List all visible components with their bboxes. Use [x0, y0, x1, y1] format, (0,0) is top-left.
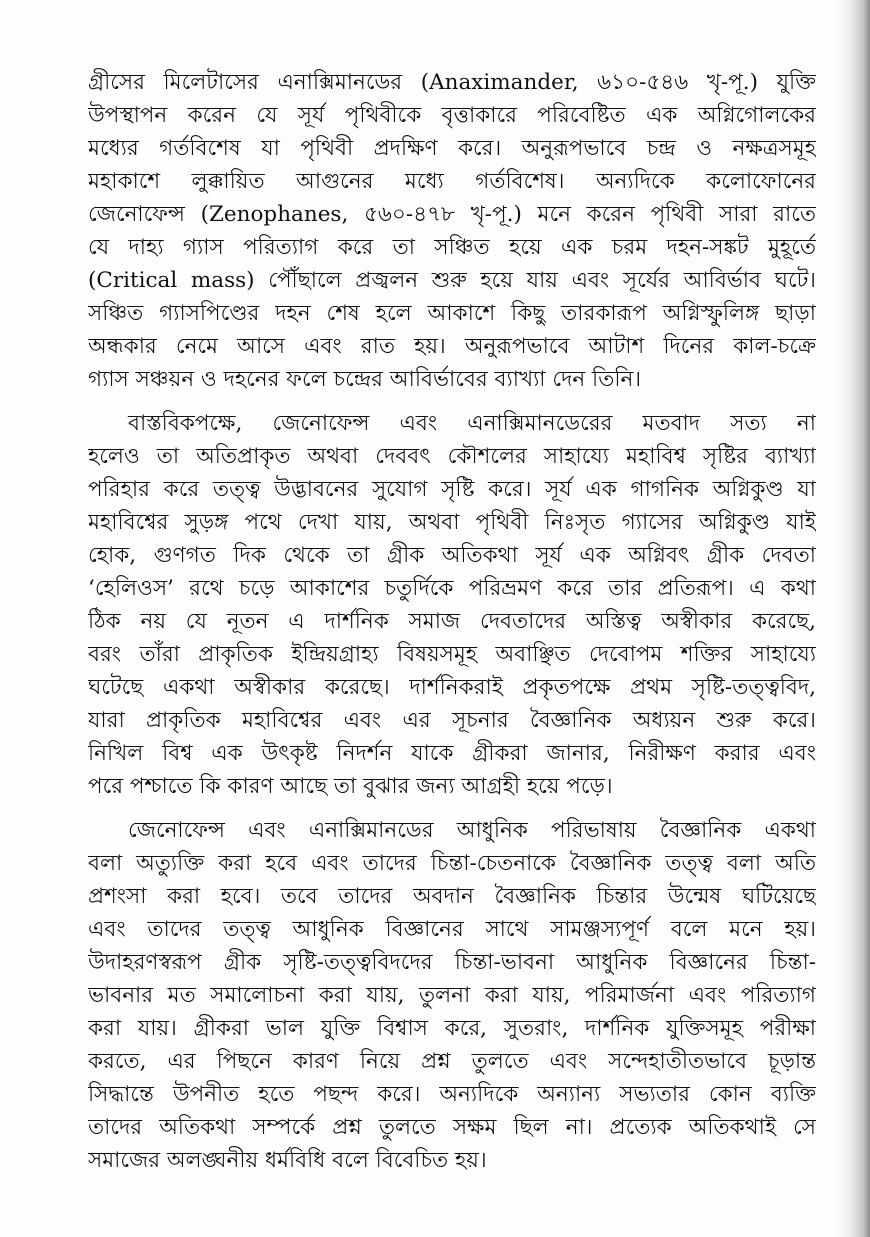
text-line: বলা অত্যুক্তি করা হবে এবং তাদের চিন্তা-চেতনাকে বৈজ্ঞানিক তত্ত্ব বলা অতি: [88, 851, 816, 876]
text-line: জেনোফেন্স এবং এনাক্সিমানডের আধুনিক পরিভাষায় বৈজ্ঞানিক একথা: [128, 818, 816, 843]
text-line: হলেও তা অতিপ্রাকৃত অথবা দেববৎ কৌশলের সাহায্যে মহাবিশ্ব সৃষ্টির ব্যাখ্যা: [88, 444, 816, 469]
paragraph-2: [88, 407, 816, 803]
text-line: ‘হেলিওস’ রথে চড়ে আকাশের চতুর্দিকে পরিভ্রমণ করে তার প্রতিরূপ। এ কথা: [88, 576, 816, 601]
text-line: সঞ্চিত গ্যাসপিণ্ডের দহন শেষ হলে আকাশে কিছু তারকারূপ অগ্নিস্ফুলিঙ্গ ছাড়া: [88, 301, 816, 326]
text-line: পরে পশ্চাতে কি কারণ আছে তা বুঝার জন্য আগ্রহী হয়ে পড়ে।: [88, 774, 613, 799]
text-line: উদাহরণস্বরূপ গ্রীক সৃষ্টি-তত্ত্ববিদদের চিন্তা-ভাবনা আধুনিক বিজ্ঞানের চিন্তা-: [88, 950, 816, 975]
paragraph-1: [88, 66, 816, 396]
text-line: মহাবিশ্বের সুড়ঙ্গ পথে দেখা যায়, অথবা পৃথিবী নিঃসৃত গ্যাসের অগ্নিকুণ্ড যাই: [88, 510, 816, 535]
text-line: গ্রীসের মিলেটাসের এনাক্সিমানডের (Anaximander, ৬১০-৫৪৬ খৃ-পূ.) যুক্তি: [88, 70, 816, 95]
text-line: বাস্তবিকপক্ষে, জেনোফেন্স এবং এনাক্সিমানডেরের মতবাদ সত্য না: [128, 411, 816, 436]
text-line: সিদ্ধান্তে উপনীত হতে পছন্দ করে। অন্যদিকে অন্যান্য সভ্যতার কোন ব্যক্তি: [88, 1082, 816, 1107]
text-line: যারা প্রাকৃতিক মহাবিশ্বের এবং এর সূচনার বৈজ্ঞানিক অধ্যয়ন শুরু করে।: [88, 708, 816, 733]
body-text: [88, 66, 816, 1177]
paragraph-3: [88, 814, 816, 1177]
text-line: মধ্যের গর্তবিশেষ যা পৃথিবী প্রদক্ষিণ করে। অনুরূপভাবে চন্দ্র ও নক্ষত্রসমূহ: [88, 136, 816, 161]
text-line: সমাজের অলঙ্ঘনীয় ধর্মবিধি বলে বিবেচিত হয়।: [88, 1148, 487, 1173]
text-line: নিখিল বিশ্ব এক উৎকৃষ্ট নিদর্শন যাকে গ্রীকরা জানার, নিরীক্ষণ করার এবং: [88, 741, 816, 766]
text-line: বরং তাঁরা প্রাকৃতিক ইন্দ্রিয়গ্রাহ্য বিষয়সমূহ অবাঞ্ছিত দেবোপম শক্তির সাহায্যে: [88, 642, 816, 667]
text-line: তাদের অতিকথা সম্পর্কে প্রশ্ন তুলতে সক্ষম ছিল না। প্রত্যেক অতিকথাই সে: [88, 1115, 816, 1140]
text-line: অন্ধকার নেমে আসে এবং রাত হয়। অনুরূপভাবে আটাশ দিনের কাল-চক্রে: [88, 334, 816, 359]
text-line: ঘটেছে একথা অস্বীকার করেছে। দার্শনিকরাই প্রকৃতপক্ষে প্রথম সৃষ্টি-তত্ত্ববিদ,: [88, 675, 816, 700]
text-line: পরিহার করে তত্ত্ব উদ্ভাবনের সুযোগ সৃষ্টি করে। সূর্য এক গাগনিক অগ্নিকুণ্ড যা: [88, 477, 816, 502]
text-line: মহাকাশে লুক্কায়িত আগুনের মধ্যে গর্তবিশেষ। অন্যদিকে কলোফোনের: [88, 169, 816, 194]
text-line: প্রশংসা করা হবে। তবে তাদের অবদান বৈজ্ঞানিক চিন্তার উন্মেষ ঘটিয়েছে: [88, 884, 816, 909]
text-line: জেনোফেন্স (Zenophanes, ৫৬০-৪৭৮ খৃ-পূ.) মনে করেন পৃথিবী সারা রাতে: [88, 202, 816, 227]
text-line: গ্যাস সঞ্চয়ন ও দহনের ফলে চন্দ্রের আবির্ভাবের ব্যাখ্যা দেন তিনি।: [88, 367, 642, 392]
text-line: উপস্থাপন করেন যে সূর্য পৃথিবীকে বৃত্তাকারে পরিবেষ্টিত এক অগ্নিগোলকের: [88, 103, 816, 128]
text-line: করতে, এর পিছনে কারণ নিয়ে প্রশ্ন তুলতে এবং সন্দেহাতীতভাবে চূড়ান্ত: [88, 1049, 816, 1074]
text-line: হোক, গুণগত দিক থেকে তা গ্রীক অতিকথা সূর্য এক অগ্নিবৎ গ্রীক দেবতা: [88, 543, 816, 568]
text-line: যে দাহ্য গ্যাস পরিত্যাগ করে তা সঞ্চিত হয়ে এক চরম দহন-সঙ্কট মুহূর্তে: [88, 235, 816, 260]
text-line: (Critical mass) পৌঁছালে প্রজ্বলন শুরু হয়ে যায় এবং সূর্যের আবির্ভাব ঘটে।: [88, 268, 816, 293]
text-line: ঠিক নয় যে নূতন এ দার্শনিক সমাজ দেবতাদের অস্তিত্ব অস্বীকার করেছে,: [88, 609, 816, 634]
text-line: ভাবনার মত সমালোচনা করা যায়, তুলনা করা যায়, পরিমার্জনা এবং পরিত্যাগ: [88, 983, 816, 1008]
text-line: করা যায়। গ্রীকরা ভাল যুক্তি বিশ্বাস করে, সুতরাং, দার্শনিক যুক্তিসমূহ পরীক্ষা: [88, 1016, 816, 1041]
text-line: এবং তাদের তত্ত্ব আধুনিক বিজ্ঞানের সাথে সামঞ্জস্যপূর্ণ বলে মনে হয়।: [88, 917, 816, 942]
binding-shadow: [836, 0, 870, 1237]
